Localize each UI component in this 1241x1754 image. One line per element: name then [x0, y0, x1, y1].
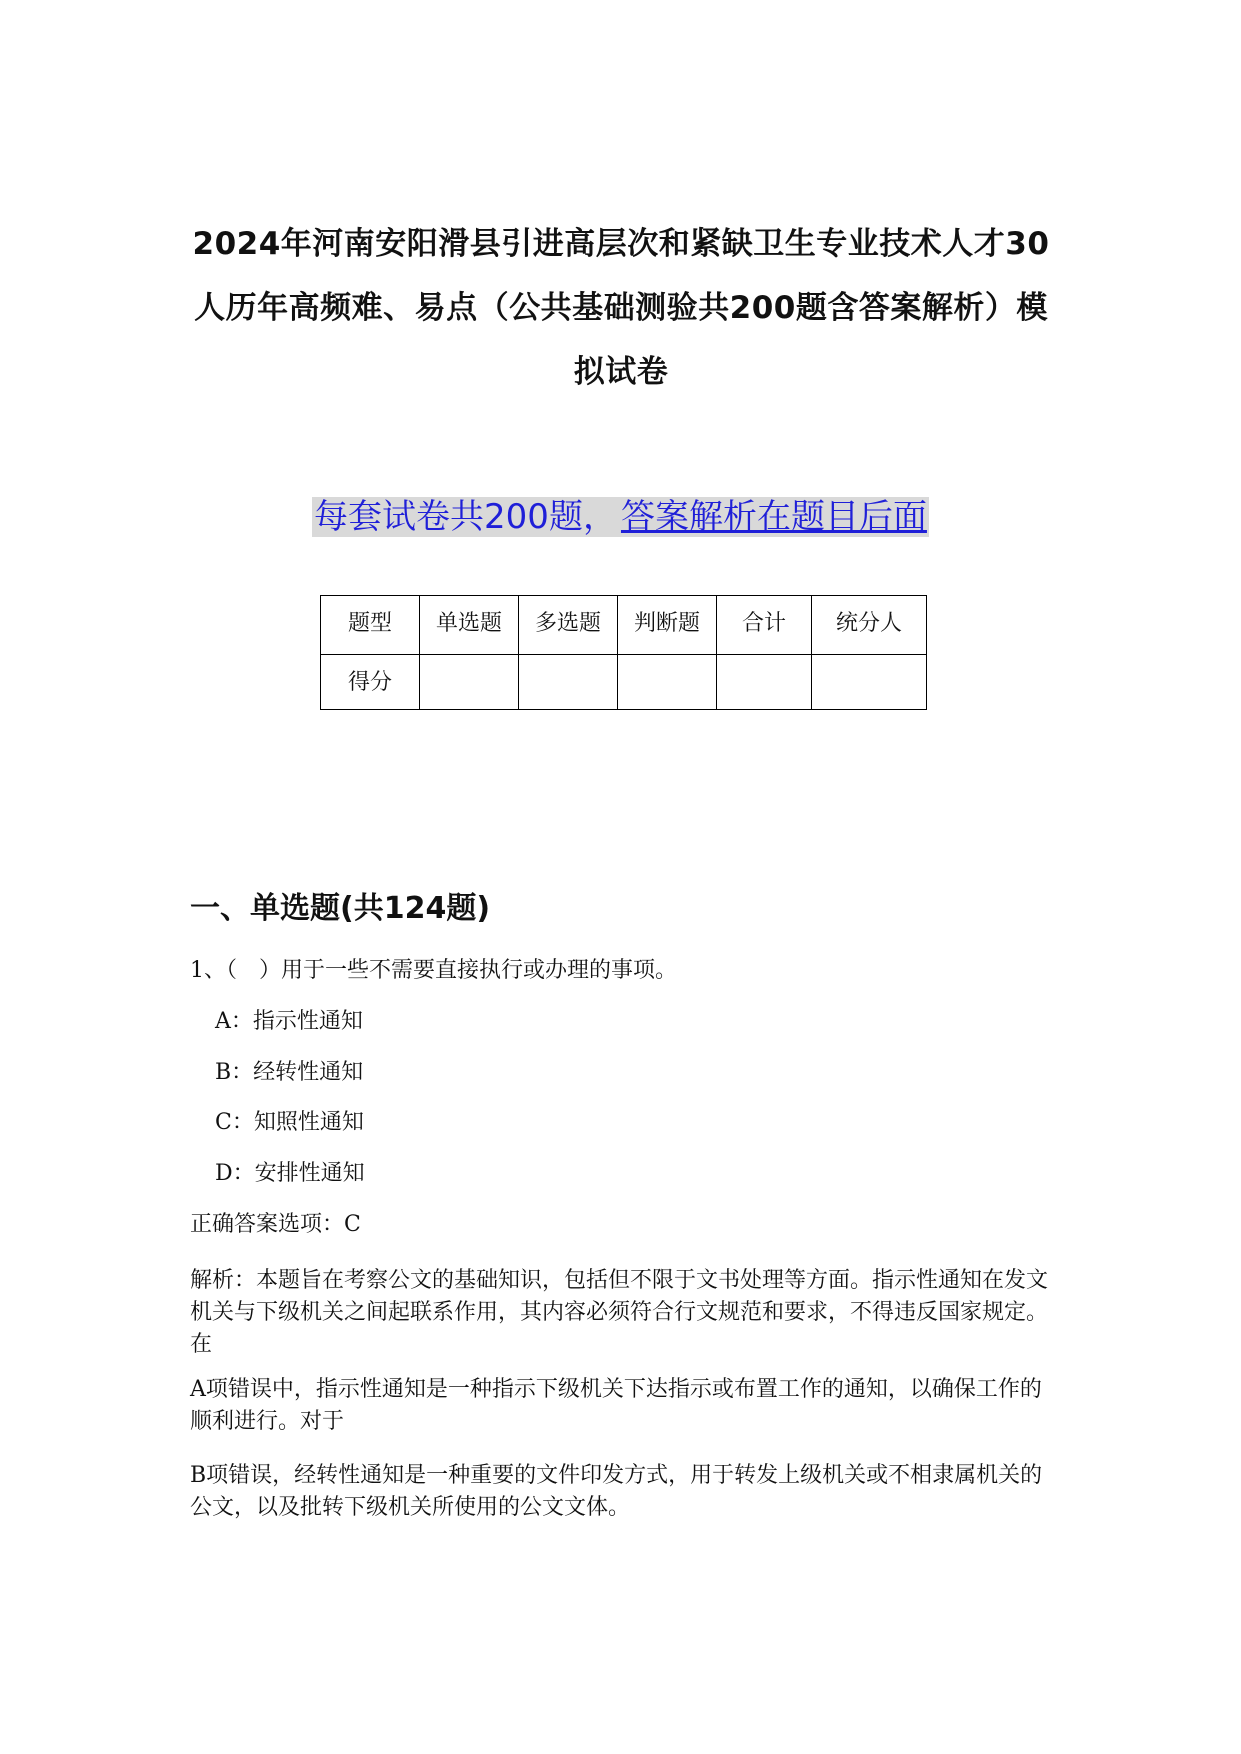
analysis-paragraph: A项错误中，指示性通知是一种指示下级机关下达指示或布置工作的通知，以确保工作的顺利进行。对于: [190, 1377, 1042, 1434]
score-table: [320, 595, 927, 710]
subtitle: [0, 493, 1241, 541]
section-heading: 一、单选题(共124题): [190, 891, 491, 926]
analysis-paragraph: B项错误，经转性通知是一种重要的文件印发方式，用于转发上级机关或不相隶属机关的公文，以及批转下级机关所使用的公文文体。: [190, 1463, 1043, 1520]
option-b: B：经转性通知: [215, 1060, 364, 1085]
score-table-header: 单选题: [420, 596, 519, 655]
score-table-header: 判断题: [618, 596, 717, 655]
subtitle-text: 每套试卷共200题，: [314, 497, 617, 537]
correct-answer: 正确答案选项：C: [190, 1212, 361, 1237]
score-cell[interactable]: [812, 655, 927, 710]
score-table-header: 统分人: [812, 596, 927, 655]
score-table-header: 题型: [321, 596, 420, 655]
score-cell[interactable]: [717, 655, 812, 710]
subtitle-link[interactable]: 答案解析在题目后面: [620, 497, 927, 537]
score-cell[interactable]: [519, 655, 618, 710]
score-table-header: 合计: [717, 596, 812, 655]
score-cell[interactable]: [420, 655, 519, 710]
score-table-row-label: 得分: [321, 655, 420, 710]
option-c: C：知照性通知: [215, 1110, 364, 1135]
score-table-score-row: [321, 655, 927, 710]
question-stem: 1、（ ）用于一些不需要直接执行或办理的事项。: [190, 958, 677, 983]
analysis-paragraph: 解析：本题旨在考察公文的基础知识，包括但不限于文书处理等方面。指示性通知在发文机关与下级机关之间起联系作用，其内容必须符合行文规范和要求，不得违反国家规定。在: [190, 1268, 1049, 1357]
option-d: D：安排性通知: [215, 1161, 365, 1186]
score-table-header-row: [321, 596, 927, 655]
document-title: 2024年河南安阳滑县引进高层次和紧缺卫生专业技术人才30人历年高频难、易点（公共基础测验共200题含答案解析）模拟试卷: [192, 226, 1050, 390]
option-a: A：指示性通知: [215, 1009, 363, 1034]
score-cell[interactable]: [618, 655, 717, 710]
score-table-header: 多选题: [519, 596, 618, 655]
